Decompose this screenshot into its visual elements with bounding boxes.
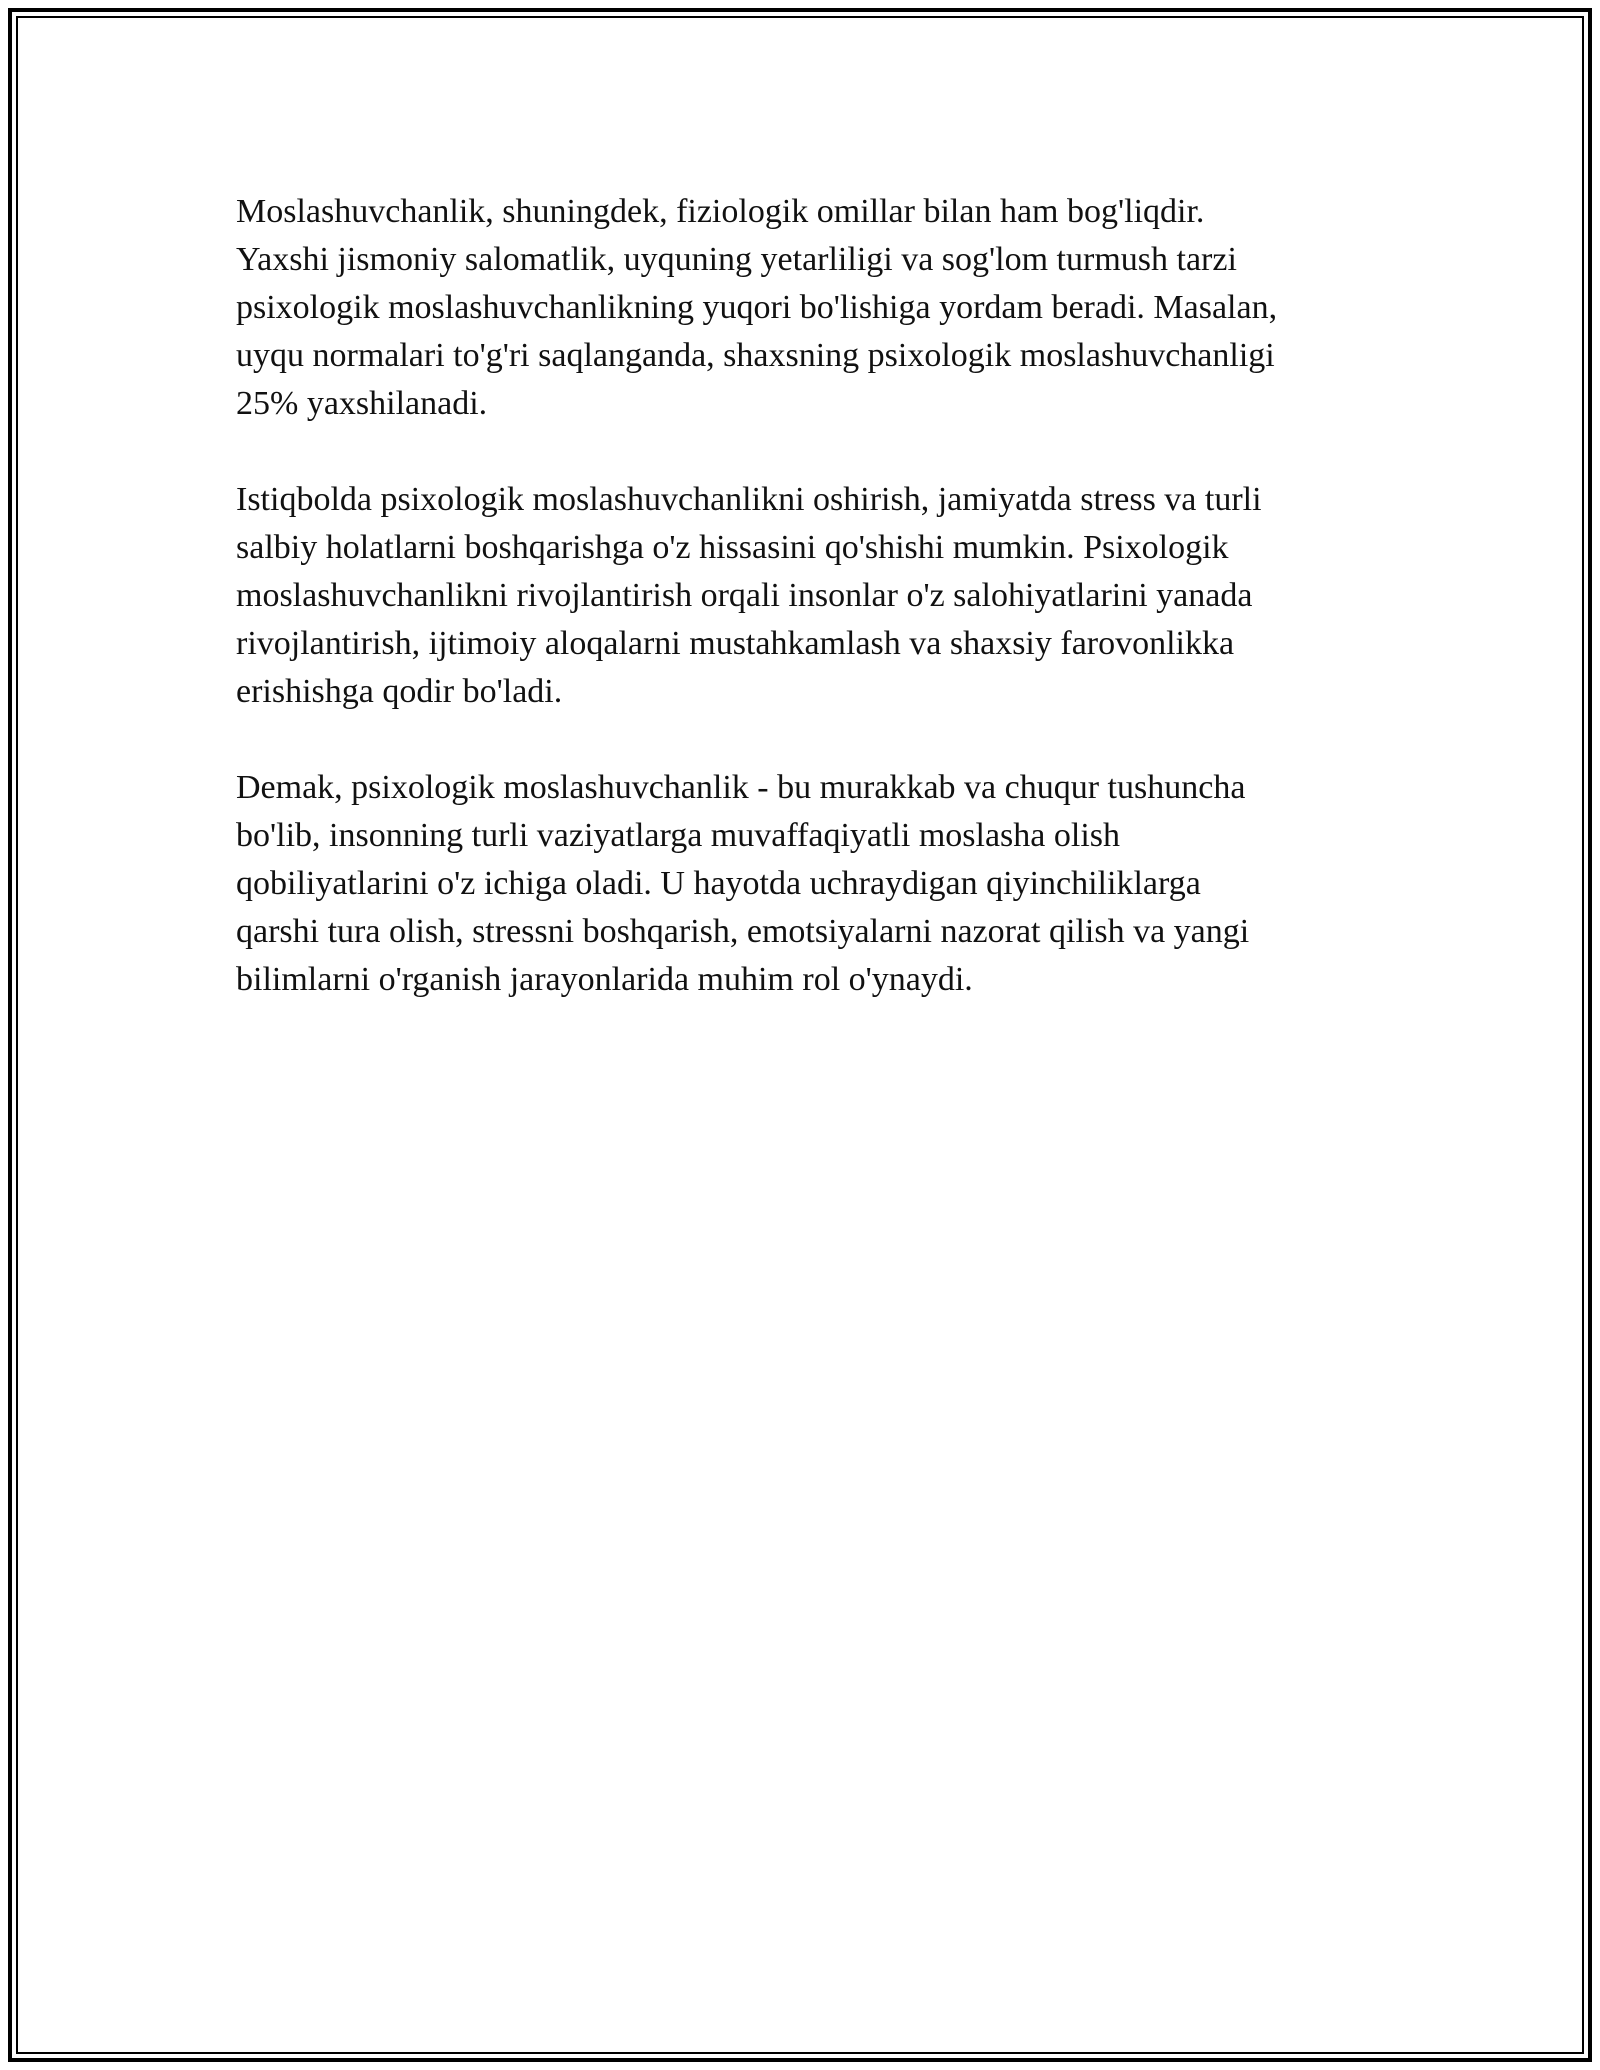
paragraph-line: Istiqbolda psixologik moslashuvchanlikni oshirish, jamiyatda stress va turli <box>236 481 1262 518</box>
paragraph-line: salbiy holatlarni boshqarishga o'z hissasini qo'shishi mumkin. Psixologik <box>236 529 1229 566</box>
paragraph-line: Moslashuvchanlik, shuningdek, fiziologik omillar bilan ham bog'liqdir. <box>236 193 1205 230</box>
paragraph-line: bilimlarni o'rganish jarayonlarida muhim rol o'ynaydi. <box>236 961 973 998</box>
paragraph-line: Demak, psixologik moslashuvchanlik - bu murakkab va chuqur tushuncha <box>236 769 1246 806</box>
paragraph-line: moslashuvchanlikni rivojlantirish orqali insonlar o'z salohiyatlarini yanada <box>236 577 1253 614</box>
paragraph-3 <box>236 764 1376 1004</box>
paragraph-1 <box>236 188 1376 428</box>
paragraph-line: bo'lib, insonning turli vaziyatlarga muvaffaqiyatli moslasha olish <box>236 817 1120 854</box>
paragraph-line: uyqu normalari to'g'ri saqlanganda, shaxsning psixologik moslashuvchanligi <box>236 337 1275 374</box>
paragraph-line: qobiliyatlarini o'z ichiga oladi. U hayotda uchraydigan qiyinchiliklarga <box>236 865 1201 902</box>
paragraph-line: qarshi tura olish, stressni boshqarish, emotsiyalarni nazorat qilish va yangi <box>236 913 1250 950</box>
paragraph-line: erishishga qodir bo'ladi. <box>236 673 563 710</box>
paragraph-line: 25% yaxshilanadi. <box>236 385 488 422</box>
paragraph-line: psixologik moslashuvchanlikning yuqori bo'lishiga yordam beradi. Masalan, <box>236 289 1278 326</box>
paragraph-2 <box>236 476 1376 716</box>
document-body <box>236 188 1376 1052</box>
paragraph-line: rivojlantirish, ijtimoiy aloqalarni mustahkamlash va shaxsiy farovonlikka <box>236 625 1235 662</box>
paragraph-line: Yaxshi jismoniy salomatlik, uyquning yetarliligi va sog'lom turmush tarzi <box>236 241 1237 278</box>
